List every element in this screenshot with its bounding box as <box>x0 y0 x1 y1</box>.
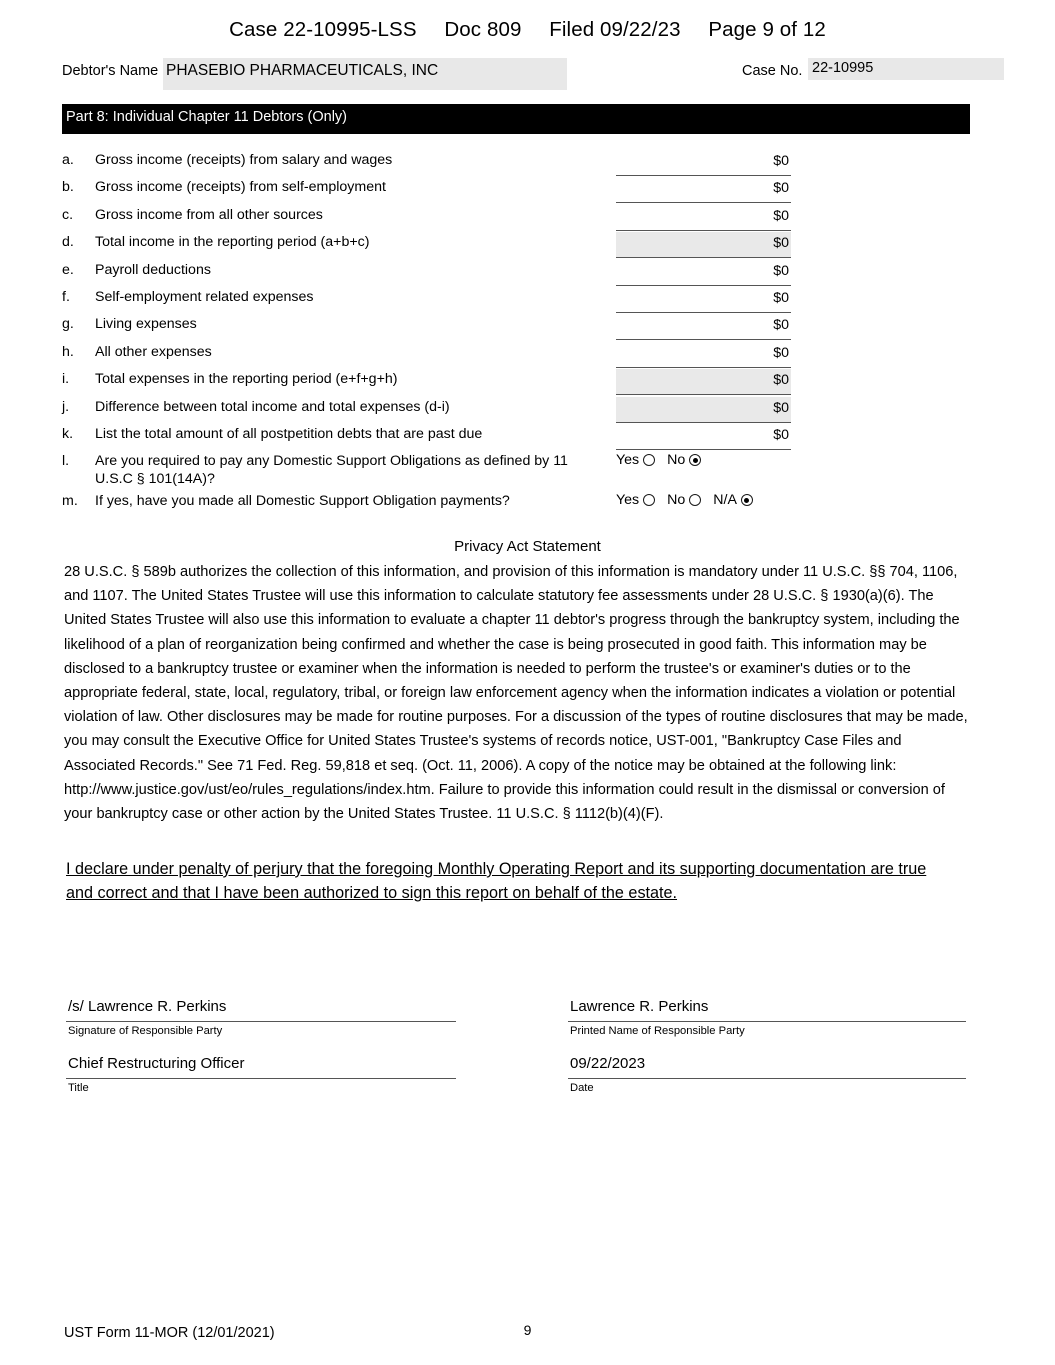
item-value-field[interactable] <box>616 177 791 203</box>
debtor-name-label: Debtor's Name <box>62 63 159 79</box>
question-letter: l. <box>62 453 70 470</box>
printed-name-value: Lawrence R. Perkins <box>570 998 709 1015</box>
item-row <box>0 177 1055 204</box>
printed-name-caption: Printed Name of Responsible Party <box>570 1025 745 1037</box>
signature-column-left <box>66 996 456 1110</box>
item-letter: h. <box>62 343 74 360</box>
item-row <box>0 232 1055 259</box>
radio-option[interactable] <box>713 492 753 508</box>
item-row <box>0 314 1055 341</box>
item-letter: e. <box>62 261 74 278</box>
item-value-field <box>616 232 791 258</box>
radio-option-label: Yes <box>616 492 640 509</box>
radio-option-label: Yes <box>616 452 640 469</box>
ecf-doc-number: Doc 809 <box>444 18 522 41</box>
case-number-label: Case No. <box>742 63 803 79</box>
radio-button-icon[interactable] <box>643 494 655 506</box>
radio-option[interactable] <box>667 492 701 508</box>
title-field[interactable] <box>66 1053 456 1079</box>
ecf-filed-date: Filed 09/22/23 <box>549 18 681 41</box>
part-8-title: Part 8: Individual Chapter 11 Debtors (Only) <box>66 109 348 125</box>
item-label: Gross income (receipts) from self-employment <box>95 179 386 196</box>
perjury-declaration: I declare under penalty of perjury that the foregoing Monthly Operating Report and its supporting documentation are true and correct and that I have been authorized to sign this report on behalf of the estate. <box>66 860 927 902</box>
ecf-page-indicator: Page 9 of 12 <box>708 18 826 41</box>
item-label: Total expenses in the reporting period (e+f+g+h) <box>95 371 398 388</box>
item-label: Self-employment related expenses <box>95 288 314 305</box>
footer-page-number: 9 <box>523 1322 532 1338</box>
case-number-field[interactable] <box>808 58 1004 80</box>
item-label: Difference between total income and total expenses (d-i) <box>95 398 450 415</box>
item-value: $0 <box>773 235 789 252</box>
radio-button-icon[interactable] <box>689 494 701 506</box>
item-letter: f. <box>62 288 70 305</box>
item-label: Total income in the reporting period (a+b+c) <box>95 234 370 251</box>
printed-name-field[interactable] <box>568 996 966 1022</box>
case-number-value: 22-10995 <box>812 60 874 76</box>
title-value: Chief Restructuring Officer <box>68 1055 245 1072</box>
item-value: $0 <box>773 262 789 279</box>
radio-option[interactable] <box>616 452 655 468</box>
item-value: $0 <box>773 180 789 197</box>
part-8-item-list <box>0 150 1055 519</box>
item-row <box>0 424 1055 451</box>
item-value: $0 <box>773 344 789 361</box>
date-field[interactable] <box>568 1053 966 1079</box>
radio-option-label: No <box>667 452 686 469</box>
item-letter: b. <box>62 179 74 196</box>
item-row <box>0 260 1055 287</box>
item-value-field[interactable] <box>616 205 791 231</box>
radio-group <box>616 492 765 508</box>
item-value: $0 <box>773 426 789 443</box>
question-label: If yes, have you made all Domestic Support Obligation payments? <box>95 493 510 510</box>
question-row <box>0 451 1055 491</box>
radio-option[interactable] <box>667 452 701 468</box>
radio-option-label: No <box>667 492 686 509</box>
debtor-name-value: PHASEBIO PHARMACEUTICALS, INC <box>166 62 439 79</box>
item-value-field[interactable] <box>616 314 791 340</box>
footer-form-identifier: UST Form 11-MOR (12/01/2021) <box>64 1325 275 1341</box>
item-row <box>0 205 1055 232</box>
radio-option-label: N/A <box>713 492 737 509</box>
privacy-act-title: Privacy Act Statement <box>454 538 601 555</box>
item-value-field <box>616 397 791 423</box>
item-value: $0 <box>773 317 789 334</box>
item-label: Gross income (receipts) from salary and wages <box>95 152 393 168</box>
question-label: Are you required to pay any Domestic Support Obligations as defined by 11 U.S.C § 101(14A)? <box>95 453 568 487</box>
item-row <box>0 342 1055 369</box>
item-letter: d. <box>62 234 74 251</box>
item-label: List the total amount of all postpetition debts that are past due <box>95 425 483 442</box>
item-value: $0 <box>773 399 789 416</box>
item-label: Payroll deductions <box>95 261 211 278</box>
title-caption: Title <box>68 1082 89 1094</box>
item-value: $0 <box>773 207 789 224</box>
item-letter: c. <box>62 206 74 223</box>
item-letter: a. <box>62 152 74 168</box>
item-letter: i. <box>62 371 70 388</box>
signature-column-right <box>568 996 966 1110</box>
date-caption: Date <box>570 1082 594 1094</box>
item-row <box>0 287 1055 314</box>
item-label: Gross income from all other sources <box>95 206 323 223</box>
item-value-field[interactable] <box>616 260 791 286</box>
radio-button-selected-icon[interactable] <box>689 454 701 466</box>
debtor-identification-row <box>62 60 1002 94</box>
item-letter: j. <box>62 398 70 415</box>
item-value: $0 <box>773 372 789 389</box>
part-8-header-bar <box>62 104 970 134</box>
item-value-field[interactable] <box>616 342 791 368</box>
ecf-header-stamp <box>0 18 1055 42</box>
item-value-field[interactable] <box>616 150 791 176</box>
item-letter: k. <box>62 425 74 442</box>
item-value: $0 <box>773 153 789 169</box>
signature-field[interactable] <box>66 996 456 1022</box>
radio-button-selected-icon[interactable] <box>741 494 753 506</box>
radio-button-icon[interactable] <box>643 454 655 466</box>
date-value: 09/22/2023 <box>570 1055 646 1072</box>
signature-value: /s/ Lawrence R. Perkins <box>68 998 227 1015</box>
item-label: All other expenses <box>95 343 212 360</box>
item-label: Living expenses <box>95 316 197 333</box>
question-letter: m. <box>62 493 78 510</box>
item-value-field[interactable] <box>616 424 791 450</box>
item-value-field[interactable] <box>616 287 791 313</box>
question-row <box>0 491 1055 518</box>
item-row <box>0 397 1055 424</box>
item-value: $0 <box>773 289 789 306</box>
radio-option[interactable] <box>616 492 655 508</box>
item-value-field <box>616 369 791 395</box>
debtor-name-field[interactable] <box>163 58 567 90</box>
privacy-act-body: 28 U.S.C. § 589b authorizes the collection of this information, and provision of this information is mandatory under 11 U.S.C. §§ 704, 1106, and 1107. The United States Trustee will use this information to calculate statutory fee assessments under 28 U.S.C. § 1930(a)(6). The United States Trustee will also use this information to evaluate a chapter 11 debtor's progress through the bankruptcy system, including the likelihood of a plan of reorganization being confirmed and whether the case is being prosecuted in good faith. This information may be disclosed to a bankruptcy trustee or examiner when the information is needed to perform the trustee's or examiner's duties or to the appropriate federal, state, local, regulatory, tribal, or foreign law enforcement agency when the information indicates a violation or potential violation of law. Other disclosures may be made for routine purposes. For a discussion of the types of routine disclosures that may be made, you may consult the Executive Office for United States Trustee's systems of records notice, UST-001, "Bankruptcy Case Files and Associated Records." See 71 Fed. Reg. 59,818 et seq. (Oct. 11, 2006). A copy of the notice may be obtained at the following link: http://www.justice.gov/ust/eo/rules_regulations/index.htm. Failure to provide this information could result in the dismissal or conversion of your bankruptcy case or other action by the United States Trustee. 11 U.S.C. § 1112(b)(4)(F). <box>64 564 968 823</box>
signature-caption: Signature of Responsible Party <box>68 1025 223 1037</box>
radio-group <box>616 452 713 468</box>
item-letter: g. <box>62 316 74 333</box>
item-row <box>0 150 1055 177</box>
ecf-case-number: Case 22-10995-LSS <box>229 18 417 41</box>
item-row <box>0 369 1055 396</box>
